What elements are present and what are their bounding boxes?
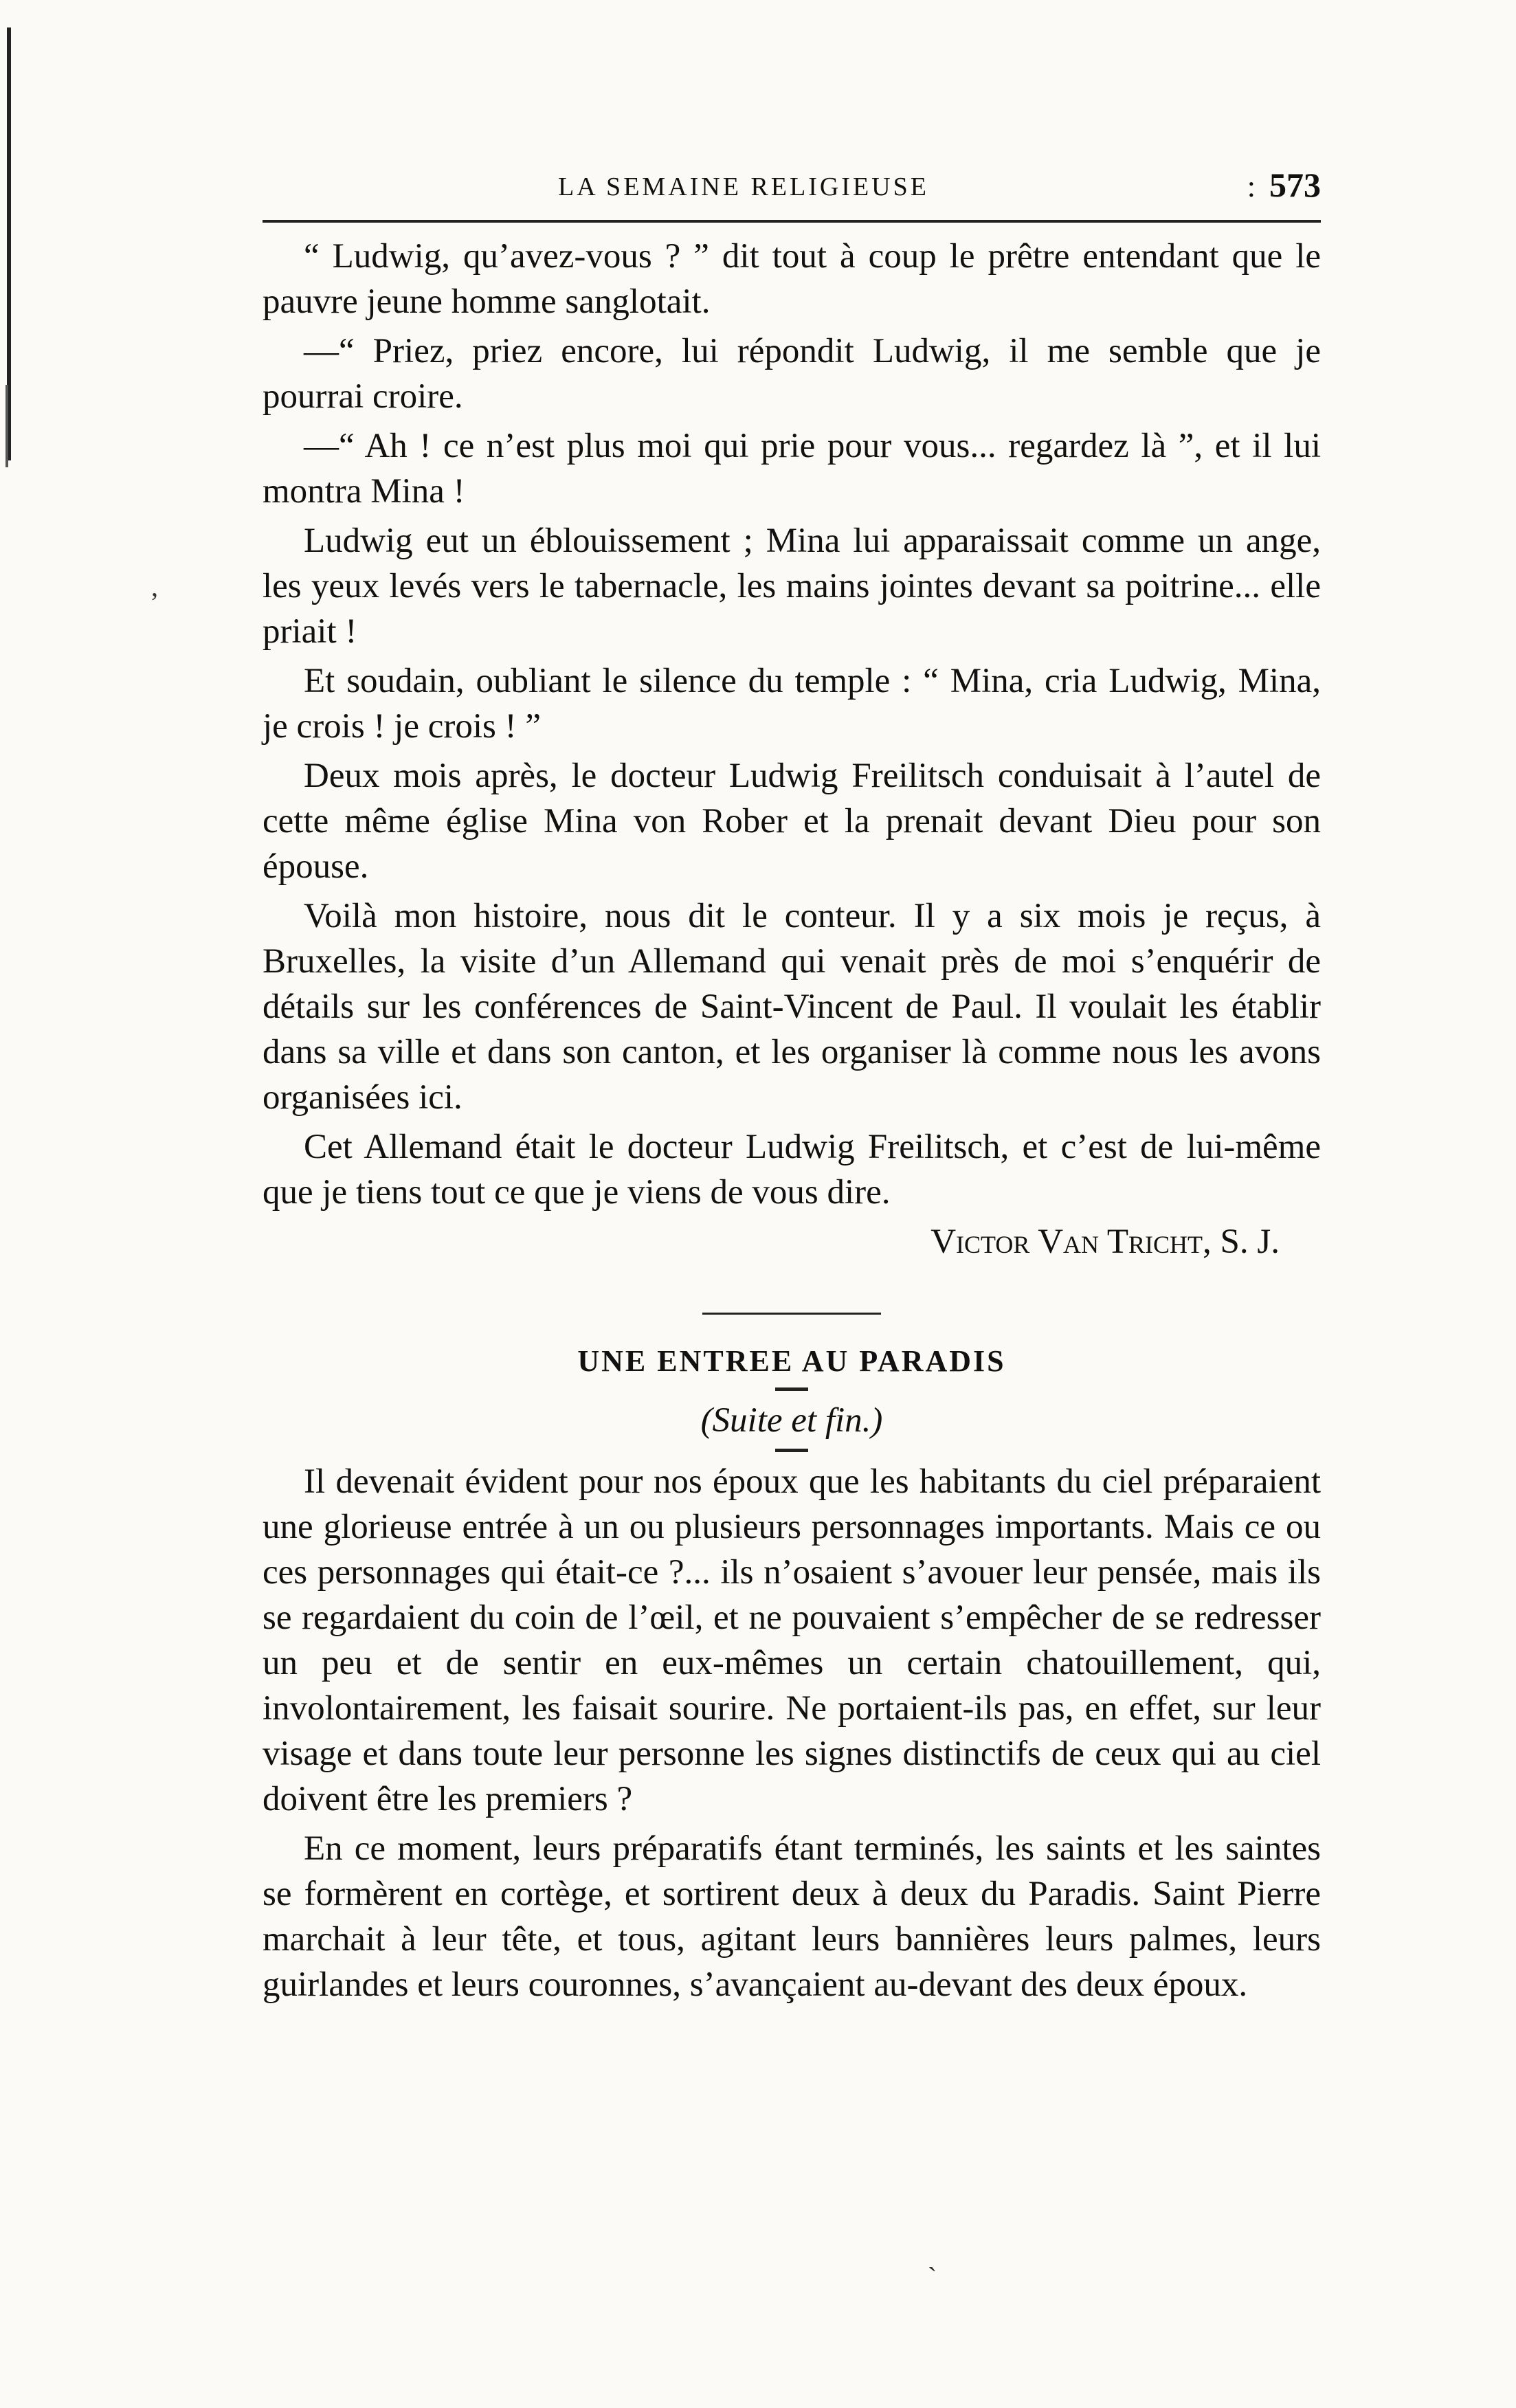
paragraph: Ludwig eut un éblouissement ; Mina lui apparaissait comme un ange, les yeux levés vers le tabernacle, les mains jointes devant sa poitrine... elle priait ! xyxy=(263,522,1321,651)
ink-speck: , xyxy=(151,571,158,602)
page-body xyxy=(263,234,1321,2011)
section-title: UNE ENTREE AU PARADIS xyxy=(577,1344,1006,1378)
header-mark: : xyxy=(1247,170,1256,203)
running-header xyxy=(263,165,1321,206)
paragraph: —“ Ah ! ce n’est plus moi qui prie pour vous... regardez là ”, et il lui montra Mina ! xyxy=(263,427,1321,511)
paragraph: En ce moment, leurs préparatifs étant terminés, les saints et les saintes se formèrent en cortège, et sortirent deux à deux du Paradis. Saint Pierre marchait à leur tête, et tous, agitant leurs bannières leurs palmes, leurs guirlandes et leurs couronnes, s’avançaient au-devant des deux époux. xyxy=(263,1829,1321,2004)
paragraph: “ Ludwig, qu’avez-vous ? ” dit tout à coup le prêtre entendant que le pauvre jeune homme sanglotait. xyxy=(263,237,1321,321)
subtitle-dash xyxy=(775,1449,808,1452)
page-number: 573 xyxy=(1269,166,1321,204)
ink-speck: ` xyxy=(928,2262,937,2293)
section-separator xyxy=(702,1313,881,1315)
running-title: LA SEMAINE RELIGIEUSE xyxy=(558,172,929,201)
paragraph: Voilà mon histoire, nous dit le conteur. Il y a six mois je reçus, à Bruxelles, la visite d’un Allemand qui venait près de moi s’enquérir de détails sur les conférences de Saint-Vincent de Paul. Il voulait les établir dans sa ville et dans son canton, et les organiser là comme nous les avons organisées ici. xyxy=(263,897,1321,1117)
header-rule xyxy=(263,220,1321,223)
paragraph: —“ Priez, priez encore, lui répondit Ludwig, il me semble que je pourrai croire. xyxy=(263,332,1321,416)
page-binding-edge-lower xyxy=(5,385,8,467)
section-subtitle: (Suite et fin.) xyxy=(700,1401,883,1440)
paragraph: Deux mois après, le docteur Ludwig Freilitsch conduisait à l’autel de cette même église Mina von Rober et la prenait devant Dieu pour son épouse. xyxy=(263,757,1321,886)
title-dash xyxy=(775,1387,808,1391)
paragraph: Cet Allemand était le docteur Ludwig Freilitsch, et c’est de lui-même que je tiens tout ce que je viens de vous dire. xyxy=(263,1128,1321,1212)
paragraph: Et soudain, oubliant le silence du temple : “ Mina, cria Ludwig, Mina, je crois ! je crois ! ” xyxy=(263,662,1321,746)
author-signature: Victor Van Tricht, S. J. xyxy=(930,1223,1280,1261)
paragraph: Il devenait évident pour nos époux que les habitants du ciel préparaient une glorieuse entrée à un ou plusieurs personnages importants. Mais ce ou ces personnages qui était-ce ?... ils n’osaient s’avouer leur pensée, mais ils se regardaient du coin de l’œil, et ne pouvaient s’empêcher de se redresser un peu et de sentir en eux-mêmes un certain chatouillement, qui, involontairement, les faisait sourire. Ne portaient-ils pas, en effet, sur leur visage et dans toute leur personne les signes distinctifs de ceux qui au ciel doivent être les premiers ? xyxy=(263,1462,1321,1818)
